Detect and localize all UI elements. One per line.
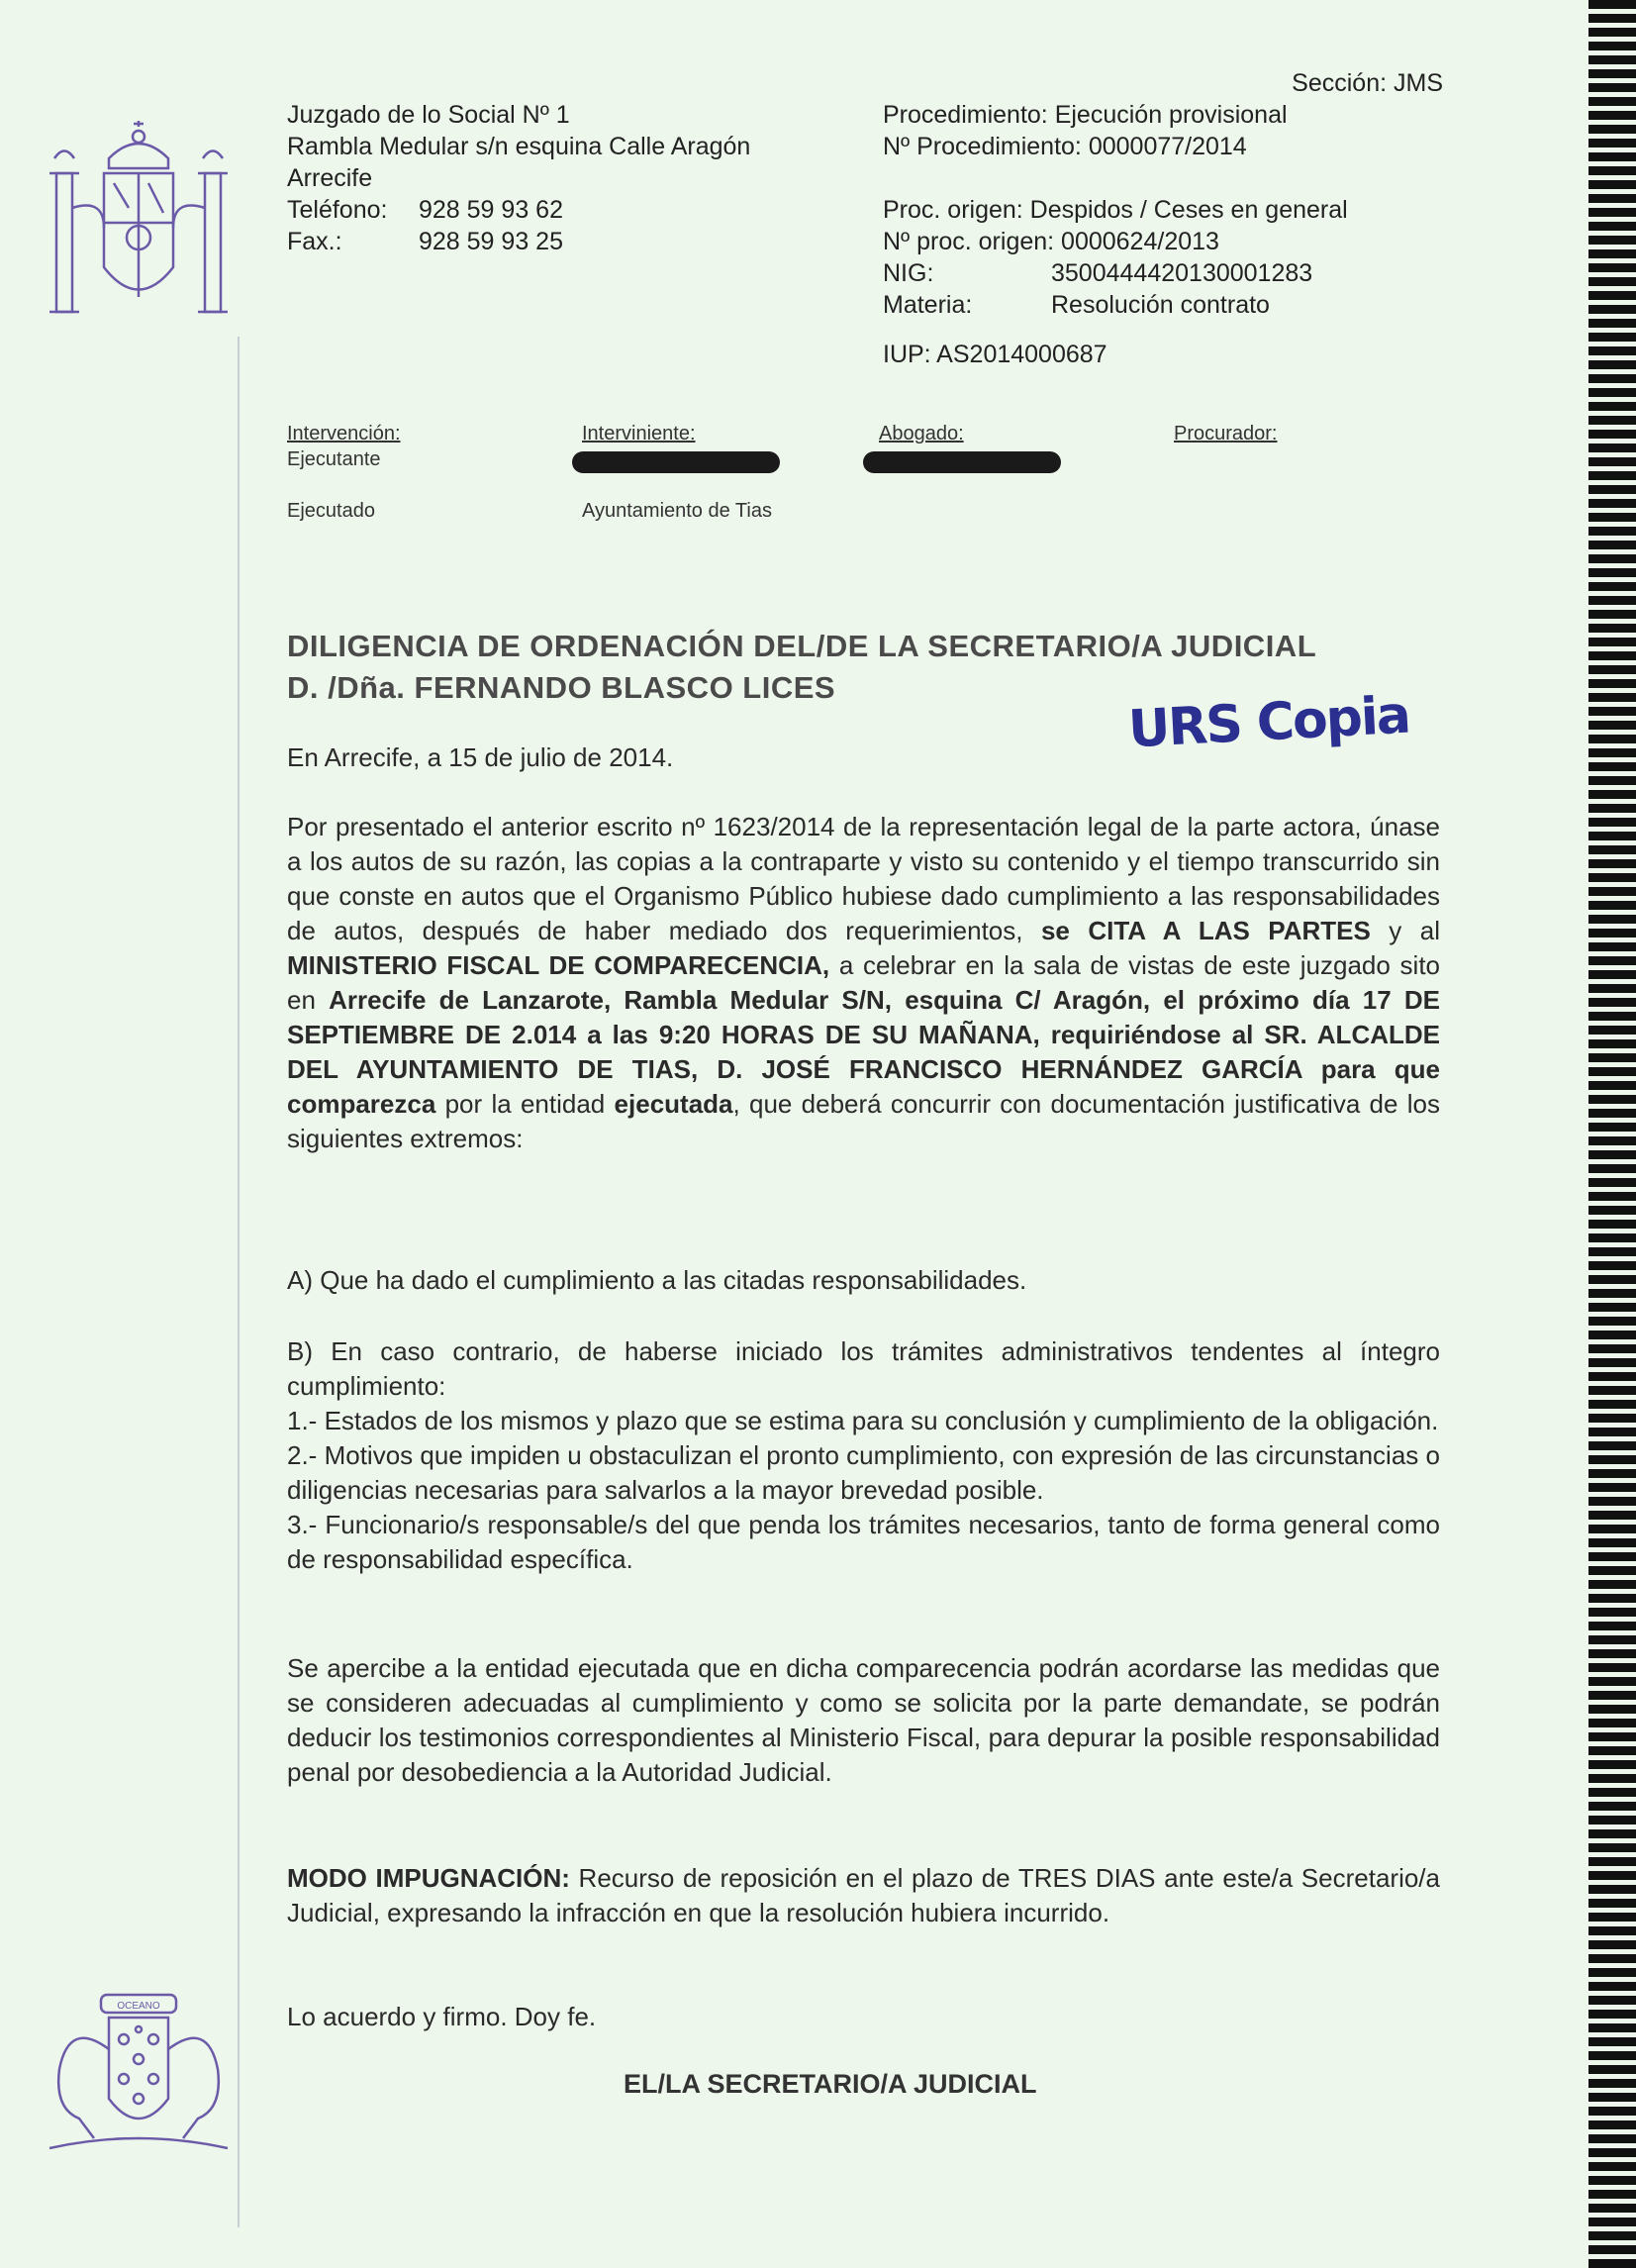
para1-bold-2: MINISTERIO FISCAL DE COMPARECENCIA, <box>287 950 830 980</box>
origin-procedure: Proc. origen: Despidos / Ceses en general <box>883 196 1348 224</box>
court-city: Arrecife <box>287 164 373 192</box>
para1-bold-1: se CITA A LAS PARTES <box>1040 916 1371 945</box>
crest-ribbon-text: OCEANO <box>117 2001 160 2012</box>
procedure-type: Procedimiento: Ejecución provisional <box>883 101 1288 129</box>
parties-col-procurador <box>1174 421 1278 446</box>
para1-text-5: , que deberá concurrir con documentación justificativa de los siguientes extremos: <box>287 1089 1440 1153</box>
item-b: B) En caso contrario, de haberse iniciado los trámites administrativos tendentes al íntegro cumplimiento: <box>287 1336 1440 1401</box>
procedure-info <box>883 67 1443 370</box>
materia-value: Resolución contrato <box>1051 291 1270 319</box>
para1-text-1: Por presentado el anterior escrito nº 1623/2014 de la representación legal de la parte actora, únase a los autos de su razón, las copias a la contraparte y visto su contenido y el tiempo transcurrido sin que conste en autos que el Organismo Público hubiese dado cumplimiento a las responsabilidades de autos, después de haber mediado dos requerimientos, <box>287 812 1440 945</box>
role-ejecutado: Ejecutado <box>287 500 375 522</box>
item-b2: 2.- Motivos que impiden u obstaculizan el pronto cumplimiento, con expresión de las circunstancias o diligencias necesarias para salvarlos a la mayor brevedad posible. <box>287 1440 1440 1505</box>
date-line: En Arrecife, a 15 de julio de 2014. <box>287 742 674 772</box>
origin-procedure-number: Nº proc. origen: 0000624/2013 <box>883 228 1219 255</box>
appeal-label: MODO IMPUGNACIÓN: <box>287 1863 570 1893</box>
phone-label: Teléfono: <box>287 196 388 224</box>
spiral-binding <box>1588 0 1636 2268</box>
court-info <box>287 99 750 257</box>
abogado-header: Abogado: <box>879 423 964 444</box>
item-b1: 1.- Estados de los mismos y plazo que se estima para su conclusión y cumplimiento de la obligación. <box>287 1406 1439 1435</box>
para1-text-4: por la entidad <box>435 1089 615 1119</box>
procedure-number: Nº Procedimiento: 0000077/2014 <box>883 133 1247 160</box>
closing-line: Lo acuerdo y firmo. Doy fe. <box>287 2002 597 2031</box>
nig-label: NIG: <box>883 259 934 287</box>
iup-code: IUP: AS2014000687 <box>883 341 1107 368</box>
redacted-party-name <box>572 451 780 473</box>
court-name: Juzgado de lo Social Nº 1 <box>287 101 570 129</box>
appeal-paragraph <box>287 1861 1440 1930</box>
fax-label: Fax.: <box>287 228 342 255</box>
item-b3: 3.- Funcionario/s responsable/s del que penda los trámites necesarios, tanto de forma general como de responsabilidad específica. <box>287 1510 1440 1574</box>
court-address: Rambla Medular s/n esquina Calle Aragón <box>287 133 751 160</box>
nig-value: 3500444420130001283 <box>1051 259 1313 287</box>
para1-text-2: y al <box>1370 916 1440 945</box>
item-a: A) Que ha dado el cumplimiento a las citadas responsabilidades. <box>287 1265 1027 1295</box>
para1-bold-4: ejecutada <box>614 1089 733 1119</box>
intervencion-header: Intervención: <box>287 423 401 444</box>
spain-coat-of-arms-icon <box>45 119 233 332</box>
appeal-text: Recurso de reposición en el plazo de TRES DIAS ante este/a Secretario/a Judicial, expresando la infracción en que la resolución hubiera incurrido. <box>287 1863 1440 1927</box>
role-ejecutante: Ejecutante <box>287 448 381 470</box>
fax-value: 928 59 93 25 <box>419 228 563 255</box>
para1-bold-3: Arrecife de Lanzarote, Rambla Medular S/N, esquina C/ Aragón, el próximo día 17 DE SEPTIEMBRE DE 2.014 a las 9:20 HORAS DE SU MAÑANA, requiriéndose al SR. ALCALDE DEL AYUNTAMIENTO DE TIAS, D. JOSÉ FRANCISCO HERNÁNDEZ GARCÍA para que comparezca <box>287 985 1441 1119</box>
document-title <box>287 626 1316 709</box>
procurador-header: Procurador: <box>1174 423 1278 444</box>
warning-paragraph: Se apercibe a la entidad ejecutada que en dicha comparecencia podrán acordarse las medidas que se consideren adecuadas al cumplimiento y como se solicita por la parte demandate, se podrán deducir los testimonios correspondientes al Ministerio Fiscal, para depurar la posible responsabilidad penal por desobediencia a la Autoridad Judicial. <box>287 1653 1440 1787</box>
item-b-list <box>287 1334 1440 1577</box>
signature-label: EL/LA SECRETARIO/A JUDICIAL <box>624 2069 1037 2099</box>
parties-col-intervencion <box>287 421 401 524</box>
para1-text-3: a celebrar en la sala de vistas de este juzgado sito en <box>287 950 1441 1015</box>
phone-value: 928 59 93 62 <box>419 196 563 224</box>
interviniente-header: Interviniente: <box>582 423 696 444</box>
party-ejecutado: Ayuntamiento de Tias <box>582 500 772 522</box>
materia-label: Materia: <box>883 291 973 319</box>
main-paragraph <box>287 810 1440 1156</box>
title-line-2: D. /Dña. FERNANDO BLASCO LICES <box>287 670 836 705</box>
parties-col-abogado <box>879 421 964 446</box>
section-label: Sección: JMS <box>1292 69 1443 97</box>
title-line-1: DILIGENCIA DE ORDENACIÓN DEL/DE LA SECRETARIO/A JUDICIAL <box>287 629 1317 663</box>
redacted-lawyer-name <box>863 451 1061 473</box>
margin-line <box>238 337 240 2227</box>
copy-stamp: URS Copia <box>1126 685 1411 760</box>
canarias-coat-of-arms-icon <box>40 1990 238 2158</box>
